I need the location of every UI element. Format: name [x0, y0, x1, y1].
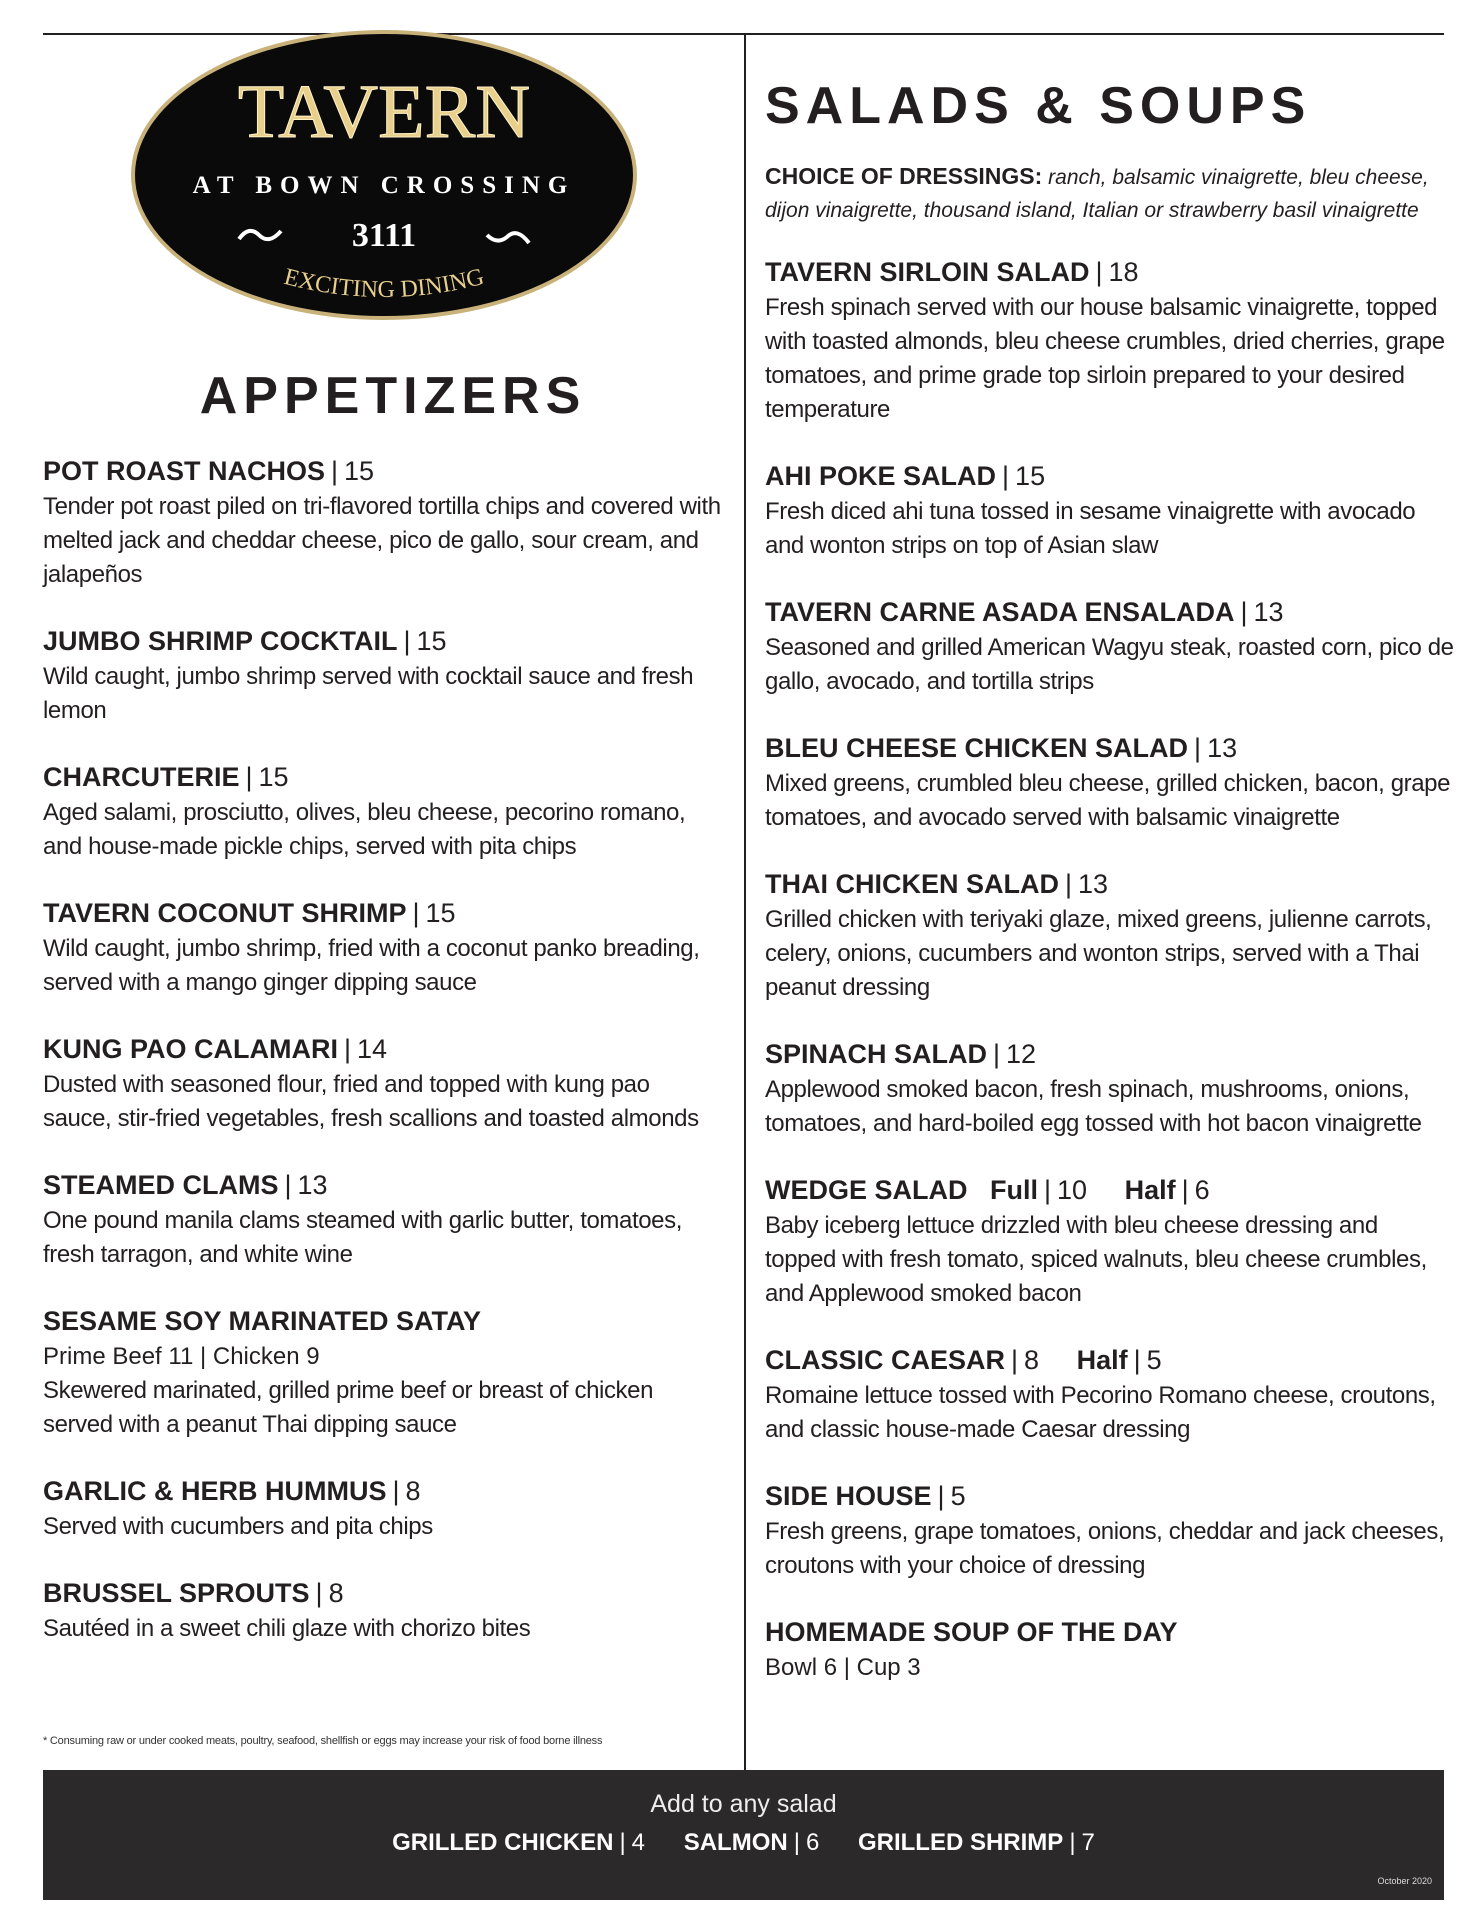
- price-separator: |: [1095, 257, 1103, 287]
- item-price: 15: [416, 626, 447, 656]
- item-name: AHI POKE SALAD: [765, 461, 997, 491]
- item-description: Applewood smoked bacon, fresh spinach, mushrooms, onions, tomatoes, and hard-boiled egg tossed with hot bacon vinaigrette: [765, 1076, 1422, 1137]
- price-separator: |: [403, 626, 411, 656]
- salads-list: [765, 160, 1455, 1715]
- price-separator: |: [1194, 733, 1202, 763]
- price-separator: |: [1181, 1175, 1189, 1205]
- price-separator: |: [1240, 597, 1248, 627]
- menu-item: [43, 1166, 723, 1272]
- item-description: Baby iceberg lettuce drizzled with bleu cheese dressing and topped with fresh tomato, spiced walnuts, bleu cheese crumbles, and Applewood smoked bacon: [765, 1212, 1427, 1307]
- price-separator: |: [1065, 869, 1073, 899]
- item-price: 13: [297, 1170, 328, 1200]
- price-separator: |: [937, 1481, 945, 1511]
- item-name: WEDGE SALAD: [765, 1175, 968, 1205]
- item-price: 8: [1024, 1345, 1040, 1375]
- item-price-options: Bowl 6 | Cup 3: [765, 1654, 921, 1681]
- menu-date: October 2020: [1377, 1876, 1432, 1886]
- add-on-option: [392, 1829, 645, 1857]
- item-description: Tender pot roast piled on tri-flavored tortilla chips and covered with melted jack and cheddar cheese, pico de gallo, sour cream, and jalapeños: [43, 493, 721, 588]
- add-on-price: 7: [1081, 1829, 1095, 1856]
- item-name: BRUSSEL SPROUTS: [43, 1578, 310, 1608]
- price-separator: |: [1133, 1345, 1141, 1375]
- item-price: 15: [344, 456, 375, 486]
- price-separator: |: [245, 762, 253, 792]
- menu-item: [43, 452, 723, 592]
- menu-item: [765, 1613, 1455, 1685]
- item-name: TAVERN SIRLOIN SALAD: [765, 257, 1090, 287]
- menu-item: [43, 1472, 723, 1544]
- full-size-price: 10: [1057, 1175, 1088, 1205]
- add-on-price: 6: [805, 1829, 820, 1856]
- menu-item: [765, 253, 1455, 427]
- price-separator: |: [331, 456, 339, 486]
- menu-item: [43, 894, 723, 1000]
- appetizers-list: [43, 452, 723, 1676]
- price-separator: |: [343, 1034, 351, 1064]
- menu-item: [765, 729, 1455, 835]
- half-size-label: Half: [1076, 1345, 1128, 1375]
- item-name: POT ROAST NACHOS: [43, 456, 326, 486]
- menu-item: [765, 865, 1455, 1005]
- price-separator: |: [1002, 461, 1010, 491]
- item-description: Fresh spinach served with our house balsamic vinaigrette, topped with toasted almonds, bleu cheese crumbles, dried cherries, grape tomatoes, and prime grade top sirloin prepared to your desired temperature: [765, 294, 1445, 423]
- menu-item: [765, 1171, 1455, 1311]
- item-description: Served with cucumbers and pita chips: [43, 1513, 433, 1540]
- item-name: HOMEMADE SOUP OF THE DAY: [765, 1617, 1178, 1647]
- price-separator: |: [412, 898, 420, 928]
- food-safety-disclaimer: * Consuming raw or under cooked meats, poultry, seafood, shellfish or eggs may increase your risk of food borne illness: [43, 1735, 603, 1747]
- menu-item: [43, 1302, 723, 1442]
- item-name: JUMBO SHRIMP COCKTAIL: [43, 626, 398, 656]
- item-name: BLEU CHEESE CHICKEN SALAD: [765, 733, 1189, 763]
- item-price: 12: [1006, 1039, 1037, 1069]
- dressings-list: ranch, balsamic vinaigrette, bleu cheese, dijon vinaigrette, thousand island, Italian or strawberry basil vinaigrette: [765, 166, 1429, 222]
- item-name: SIDE HOUSE: [765, 1481, 932, 1511]
- add-on-option: [684, 1829, 820, 1857]
- add-on-footer: [43, 1770, 1444, 1900]
- price-separator: |: [284, 1170, 292, 1200]
- logo-location: AT BOWN CROSSING: [192, 172, 576, 199]
- item-price-options: Prime Beef 11 | Chicken 9: [43, 1343, 320, 1370]
- add-on-heading: Add to any salad: [650, 1790, 837, 1818]
- item-description: Sautéed in a sweet chili glaze with chorizo bites: [43, 1615, 531, 1642]
- item-description: Fresh greens, grape tomatoes, onions, cheddar and jack cheeses, croutons with your choice of dressing: [765, 1518, 1445, 1579]
- add-on-name: GRILLED CHICKEN: [392, 1829, 614, 1856]
- menu-item: [43, 758, 723, 864]
- full-size-label: Full: [990, 1175, 1039, 1205]
- price-separator: |: [1011, 1345, 1019, 1375]
- item-name: THAI CHICKEN SALAD: [765, 869, 1059, 899]
- item-name: SPINACH SALAD: [765, 1039, 988, 1069]
- item-name: SESAME SOY MARINATED SATAY: [43, 1306, 482, 1336]
- salads-title: SALADS & SOUPS: [765, 77, 1312, 135]
- menu-item: [765, 1035, 1455, 1141]
- item-description: Wild caught, jumbo shrimp served with cocktail sauce and fresh lemon: [43, 663, 694, 724]
- item-name: TAVERN CARNE ASADA ENSALADA: [765, 597, 1235, 627]
- item-name: KUNG PAO CALAMARI: [43, 1034, 338, 1064]
- price-separator: |: [619, 1829, 626, 1856]
- price-separator: |: [315, 1578, 323, 1608]
- item-description: Aged salami, prosciutto, olives, bleu cheese, pecorino romano, and house-made pickle chips, served with pita chips: [43, 799, 686, 860]
- item-description: Wild caught, jumbo shrimp, fried with a coconut panko breading, served with a mango ginger dipping sauce: [43, 935, 700, 996]
- menu-item: [43, 1030, 723, 1136]
- item-name: TAVERN COCONUT SHRIMP: [43, 898, 407, 928]
- logo-number: 3111: [351, 217, 417, 254]
- menu-item: [43, 622, 723, 728]
- item-description: One pound manila clams steamed with garlic butter, tomatoes, fresh tarragon, and white wine: [43, 1207, 683, 1268]
- item-price: 15: [258, 762, 289, 792]
- menu-item: [765, 593, 1455, 699]
- menu-item: [43, 1574, 723, 1646]
- item-name: CLASSIC CAESAR: [765, 1345, 1006, 1375]
- item-price: 8: [405, 1476, 421, 1506]
- item-price: 13: [1207, 733, 1238, 763]
- add-on-price: 4: [631, 1829, 646, 1856]
- add-on-name: GRILLED SHRIMP: [857, 1829, 1064, 1856]
- logo-name: TAVERN: [237, 70, 531, 154]
- item-price: 8: [328, 1578, 344, 1608]
- item-description: Dusted with seasoned flour, fried and topped with kung pao sauce, stir-fried vegetables, fresh scallions and toasted almonds: [43, 1071, 699, 1132]
- add-on-option: [858, 1829, 1095, 1857]
- item-price: 15: [1015, 461, 1046, 491]
- column-divider: [744, 35, 746, 1770]
- price-separator: |: [793, 1829, 800, 1856]
- tavern-logo: [127, 26, 641, 324]
- item-description: Mixed greens, crumbled bleu cheese, grilled chicken, bacon, grape tomatoes, and avocado served with balsamic vinaigrette: [765, 770, 1451, 831]
- item-name: CHARCUTERIE: [43, 762, 240, 792]
- item-price: 5: [950, 1481, 966, 1511]
- dressings-note: [765, 160, 1455, 227]
- item-description: Seasoned and grilled American Wagyu steak, roasted corn, pico de gallo, avocado, and tortilla strips: [765, 634, 1454, 695]
- item-price: 13: [1253, 597, 1284, 627]
- item-description: Skewered marinated, grilled prime beef or breast of chicken served with a peanut Thai dipping sauce: [43, 1377, 654, 1438]
- menu-item: [765, 1477, 1455, 1583]
- price-separator: |: [1069, 1829, 1076, 1856]
- logo-tagline-text: EXCITING DINING: [281, 263, 487, 304]
- add-on-name: SALMON: [683, 1829, 788, 1856]
- half-size-label: Half: [1124, 1175, 1176, 1205]
- item-description: Fresh diced ahi tuna tossed in sesame vinaigrette with avocado and wonton strips on top of Asian slaw: [765, 498, 1416, 559]
- item-name: GARLIC & HERB HUMMUS: [43, 1476, 387, 1506]
- dressings-label: CHOICE OF DRESSINGS:: [765, 163, 1043, 189]
- item-price: 14: [357, 1034, 388, 1064]
- item-price: 18: [1108, 257, 1139, 287]
- item-description: Romaine lettuce tossed with Pecorino Romano cheese, croutons, and classic house-made Caesar dressing: [765, 1382, 1436, 1443]
- appetizers-title: APPETIZERS: [199, 367, 587, 425]
- price-separator: |: [1044, 1175, 1052, 1205]
- half-size-price: 5: [1146, 1345, 1162, 1375]
- logo-oval-svg: [127, 26, 641, 324]
- item-price: 15: [425, 898, 456, 928]
- menu-item: [765, 1341, 1455, 1447]
- item-description: Grilled chicken with teriyaki glaze, mixed greens, julienne carrots, celery, onions, cucumbers and wonton strips, served with a Thai peanut dressing: [765, 906, 1432, 1001]
- item-name: STEAMED CLAMS: [43, 1170, 279, 1200]
- item-price: 13: [1078, 869, 1109, 899]
- menu-item: [765, 457, 1455, 563]
- add-on-options: [43, 1829, 1444, 1857]
- half-size-price: 6: [1194, 1175, 1210, 1205]
- price-separator: |: [392, 1476, 400, 1506]
- price-separator: |: [993, 1039, 1001, 1069]
